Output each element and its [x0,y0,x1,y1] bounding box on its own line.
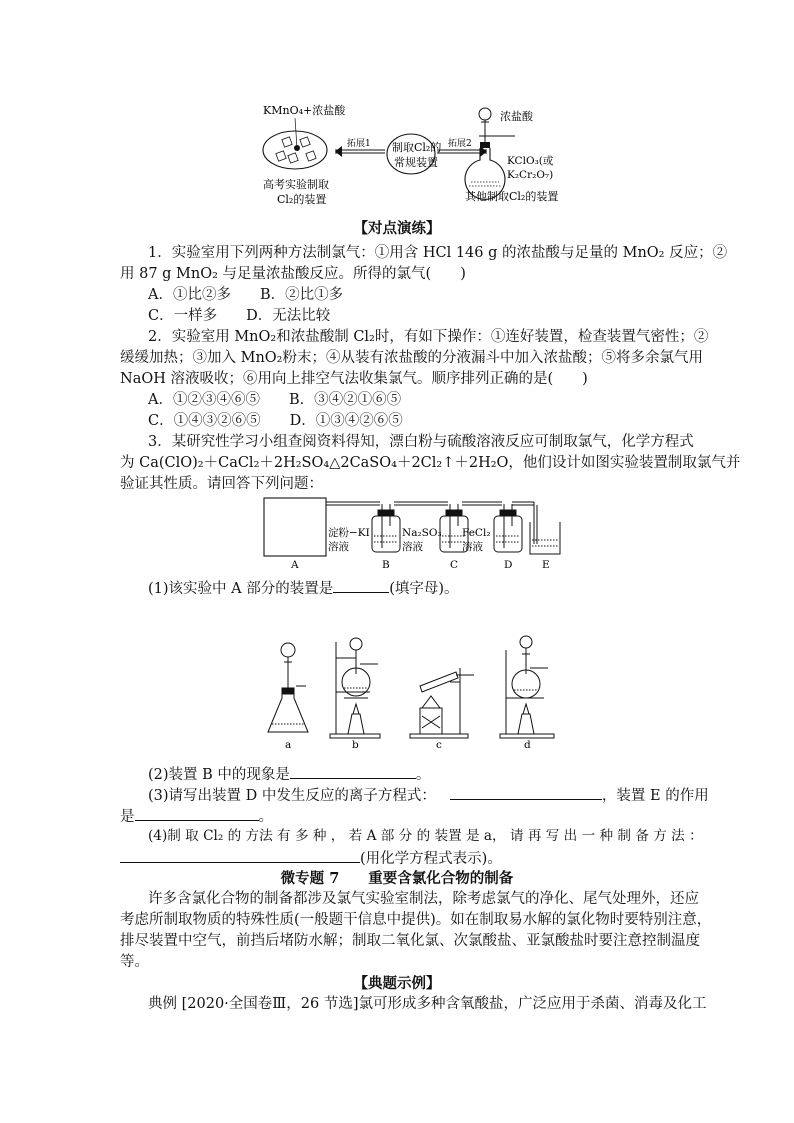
option-letter-b: b [352,739,359,750]
left-kit-caption-1: 高考实验制取 [263,178,329,191]
letter-a: A [291,559,299,571]
q3-sub3-mid: ，装置 E 的作用 [601,788,709,804]
answer-blank-2[interactable] [290,763,416,779]
right-label-mid-1: KClO₃(或 [507,155,554,167]
label-b-2: 溶液 [328,541,349,553]
q3-apparatus-chain-figure [262,492,572,572]
q1-options-cd: C．一样多 D．无法比较 [148,308,331,324]
q3-sub4-end: (用化学方程式表示)。 [360,851,502,867]
left-kit-label: KMnO₄+浓盐酸 [263,104,346,117]
chlorine-apparatus-overview-figure [255,100,575,208]
letter-c: C [450,559,459,571]
option-c-test-tube [410,668,474,738]
micro-paragraph-line-1: 许多含氯化合物的制备都涉及氯气实验室制法，除考虑氯气的净化、尾气处理外，还应 [148,891,699,907]
q3-sub3 [148,784,708,807]
right-label-top: 浓盐酸 [500,110,533,123]
option-a-conical-flask [268,643,308,732]
option-letter-a: a [285,739,292,750]
section-practice-heading: 【对点演练】 [353,220,441,237]
expand-arrow-1-label: 拓展1 [347,139,371,149]
micro-paragraph-line-2: 考虑所制取物质的特殊性质(一般题干信息中提供)。如在制取易水解的氯化物时要特别注意， [120,912,712,928]
q3-sub1 [148,577,708,600]
micro-topic-heading: 微专题 7 重要含氯化合物的制备 [280,870,514,887]
q3-sub3-line-2 [120,805,680,828]
q3-sub2-end: 。 [415,767,431,783]
q3-sub4-line-2 [120,847,680,870]
q2-options-ab: A．①②③④⑥⑤ B．③④②①⑥⑤ [148,392,402,408]
option-d-funnel-flask [500,636,554,738]
q3-sub1-end: (填字母)。 [389,581,459,597]
q3-sub2 [148,763,708,786]
micro-paragraph-line-3: 排尽装置中空气，前挡后堵防水解；制取二氧化氯、次氯酸盐、亚氯酸盐时要注意控制温度 [120,933,700,949]
q1-line-2: 用 87 g MnO₂ 与足量浓盐酸反应。所得的氯气( ) [120,266,466,282]
box-a [264,498,326,556]
label-d-2: 溶液 [462,541,483,553]
center-label-1: 制取Cl₂的 [392,141,442,154]
left-kit-diagram [263,118,327,169]
center-label-2: 常规装置 [394,156,438,169]
q3-sub4: (4)制 取 Cl₂ 的 方法 有 多 种 ， 若 A 部 分 的 装置 是 a， 请 再 写 出 一 种 制 备 方 法 ： [148,828,703,844]
q3-sub3-line2-text: 是 [120,809,135,825]
q3-sub3-text: (3)请写出装置 D 中发生反应的离子方程式： [148,788,436,804]
section-example-heading: 【典题示例】 [353,975,441,992]
q3-sub1-text: (1)该实验中 A 部分的装置是 [148,581,334,597]
q3-line-2: 为 Ca(ClO)₂＋CaCl₂＋2H₂SO₄△2CaSO₄＋2Cl₂↑＋2H₂O，他们设计如图实验装置制取氯气并 [120,455,741,471]
answer-blank-4[interactable] [135,805,259,821]
bottle-b [372,504,400,552]
q3-line-1: 3．某研究性学习小组查阅资料得知，漂白粉与硫酸溶液反应可制取氯气，化学方程式 [148,434,694,450]
answer-blank-1[interactable] [333,577,389,593]
label-d-1: FeCl₂ [462,527,491,539]
expand-arrow-2-label: 拓展2 [448,139,472,149]
q2-line-3: NaOH 溶液吸收；⑥用向上排空气法收集氯气。顺序排列正确的是( ) [120,371,588,387]
label-c-1: Na₂SO₃ [402,527,442,539]
q1-options-ab: A．①比②多 B．②比①多 [148,287,344,303]
right-caption: 其他制取Cl₂的装置 [465,190,559,203]
example-line: 典例 [2020·全国卷Ⅲ，26 节选]氯可形成多种含氧酸盐，广泛应用于杀菌、消毒及化工 [148,996,707,1012]
q3-line-3: 验证其性质。请回答下列问题： [120,476,323,492]
right-label-mid-2: K₂Cr₂O₇) [507,169,554,181]
q2-line-1: 2．实验室用 MnO₂和浓盐酸制 Cl₂时，有如下操作：①连好装置，检查装置气密性；② [148,329,709,345]
label-c-2: 溶液 [402,541,423,553]
q3-sub2-text: (2)装置 B 中的现象是 [148,767,290,783]
answer-blank-3[interactable] [450,784,602,800]
q3-sub3-end: 。 [258,809,273,825]
letter-b: B [382,559,390,571]
micro-paragraph-line-4: 等。 [120,954,149,970]
option-letter-c: c [436,739,442,750]
label-b-1: 淀粉−KI [328,527,370,539]
letter-d: D [504,559,513,571]
q2-line-2: 缓缓加热；③加入 MnO₂粉末；④从装有浓盐酸的分液漏斗中加入浓盐酸；⑤将多余氯气用 [120,350,703,366]
answer-blank-5[interactable] [120,847,360,863]
q3-options-figure [260,602,560,750]
q2-options-cd: C．①④③②⑥⑤ D．①③④②⑥⑤ [148,413,403,429]
left-kit-caption-2: Cl₂的装置 [277,193,327,206]
option-b-heated-flask [330,638,380,738]
bottle-d [494,504,522,552]
letter-e: E [542,559,550,571]
option-letter-d: d [524,739,531,750]
q1-line-1: 1．实验室用下列两种方法制氯气：①用含 HCl 146 g 的浓盐酸与足量的 MnO₂ 反应；② [148,245,728,261]
